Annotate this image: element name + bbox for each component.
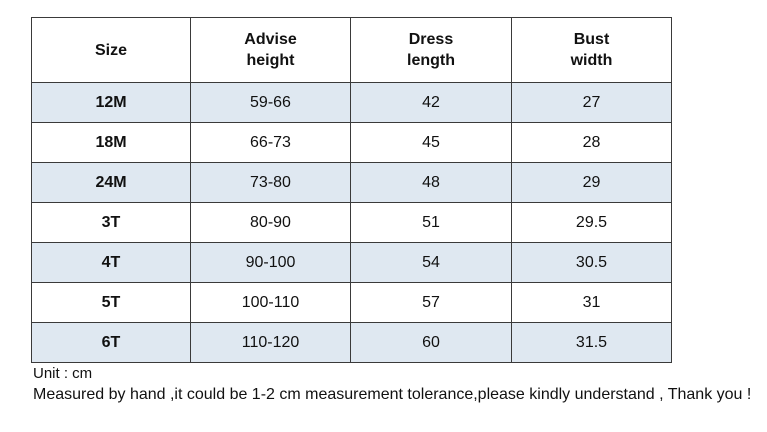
header-dress-length-line2: length — [407, 52, 455, 69]
size-chart-table — [31, 17, 672, 363]
unit-note: Unit : cm — [33, 365, 93, 382]
length-cell: 45 — [351, 123, 512, 163]
header-advise-height — [191, 18, 351, 83]
header-row — [32, 18, 672, 83]
bust-cell: 29.5 — [512, 203, 672, 243]
length-cell: 60 — [351, 323, 512, 363]
header-bust-width-line2: width — [570, 52, 613, 69]
header-bust-width — [512, 18, 672, 83]
size-cell: 18M — [32, 123, 191, 163]
header-dress-length-line1: Dress — [408, 31, 454, 48]
table-row — [32, 123, 672, 163]
bust-cell: 31 — [512, 283, 672, 323]
header-size — [32, 18, 191, 83]
bust-cell: 30.5 — [512, 243, 672, 283]
tolerance-note: Measured by hand ,it could be 1-2 cm measurement tolerance,please kindly understand , Thank you ! — [33, 386, 752, 403]
length-cell: 48 — [351, 163, 512, 203]
length-cell: 51 — [351, 203, 512, 243]
height-cell: 73-80 — [191, 163, 351, 203]
header-size-label: Size — [94, 41, 127, 59]
bust-cell: 29 — [512, 163, 672, 203]
header-advise-height-line1: Advise — [244, 31, 297, 48]
height-cell: 80-90 — [191, 203, 351, 243]
height-cell: 90-100 — [191, 243, 351, 283]
size-cell: 5T — [32, 283, 191, 323]
length-cell: 42 — [351, 83, 512, 123]
height-cell: 110-120 — [191, 323, 351, 363]
table-header — [32, 18, 672, 83]
bust-cell: 31.5 — [512, 323, 672, 363]
size-cell: 24M — [32, 163, 191, 203]
bust-cell: 27 — [512, 83, 672, 123]
header-advise-height-line2: height — [246, 52, 295, 69]
table-row — [32, 283, 672, 323]
height-cell: 66-73 — [191, 123, 351, 163]
table-row — [32, 243, 672, 283]
size-cell: 12M — [32, 83, 191, 123]
size-cell: 4T — [32, 243, 191, 283]
table-body — [32, 83, 672, 363]
header-bust-width-line1: Bust — [573, 31, 610, 48]
table-row — [32, 203, 672, 243]
length-cell: 54 — [351, 243, 512, 283]
table-row — [32, 163, 672, 203]
size-cell: 3T — [32, 203, 191, 243]
length-cell: 57 — [351, 283, 512, 323]
height-cell: 100-110 — [191, 283, 351, 323]
bust-cell: 28 — [512, 123, 672, 163]
height-cell: 59-66 — [191, 83, 351, 123]
table-row — [32, 323, 672, 363]
table-row — [32, 83, 672, 123]
size-cell: 6T — [32, 323, 191, 363]
header-dress-length — [351, 18, 512, 83]
